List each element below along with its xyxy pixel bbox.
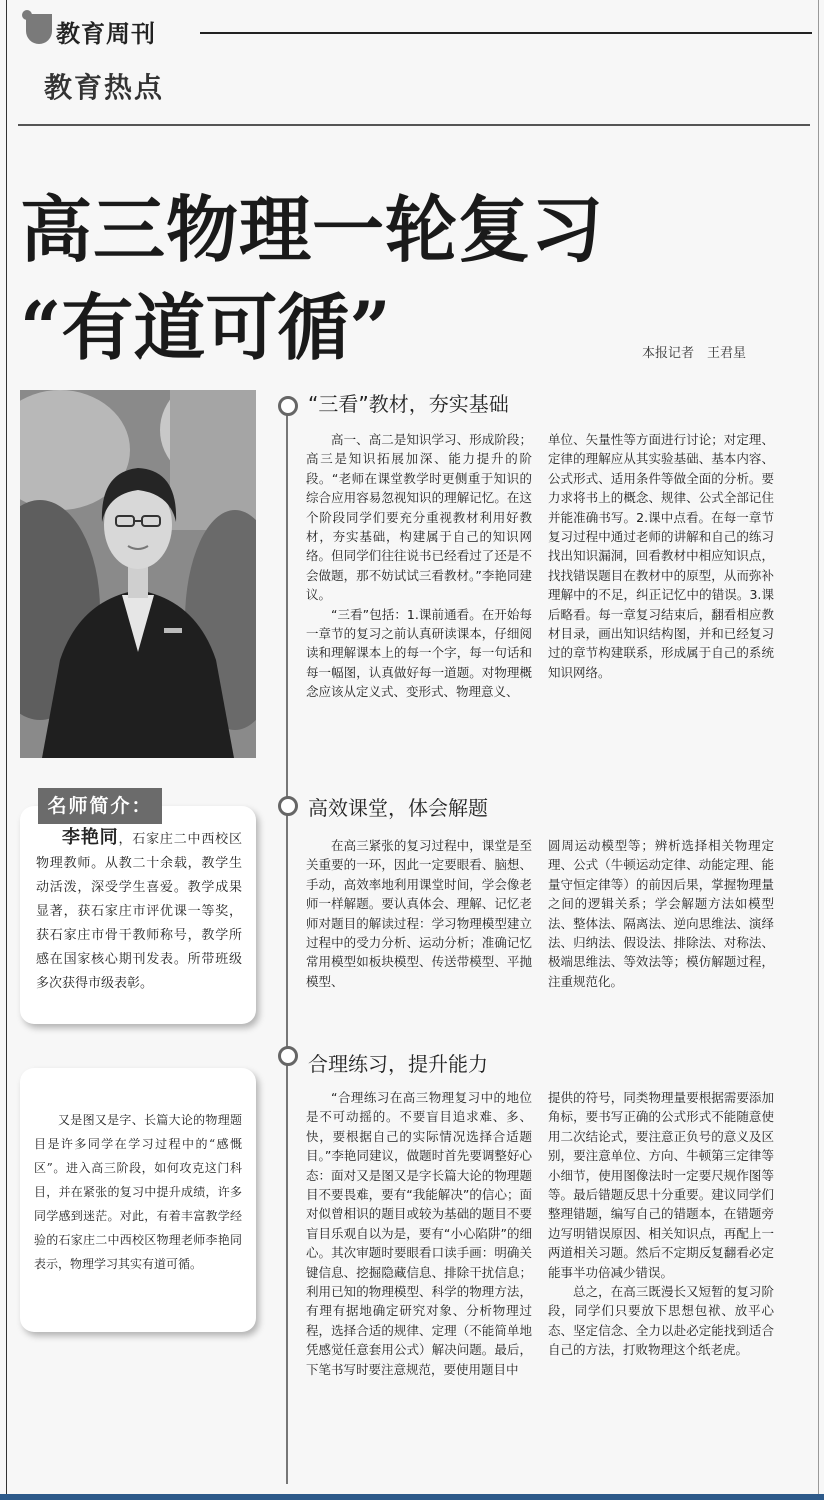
section-2-col-2-paragraph-1: 圆周运动模型等；辨析选择相关物理定理、公式（牛顿运动定律、动能定理、能量守恒定律等）的前因后果，掌握物理量之间的逻辑关系；学会解题方法如模型法、整体法、隔离法、逆向思维法、演绎法、归纳法、假设法、排除法、对称法、极端思维法、等效法等；模仿解题过程，注重规范化。 — [548, 838, 774, 989]
section-1-column-2 — [548, 430, 774, 776]
bio-tag: 名师简介： — [38, 788, 162, 824]
page-border-right — [818, 0, 819, 1500]
headline-line-2: “有道可循” — [20, 285, 391, 370]
section-divider — [18, 124, 810, 126]
article-summary: 又是图又是字、长篇大论的物理题目是许多同学在学习过程中的“感慨区”。进入高三阶段，如何攻克这门科目，并在紧张的复习中提升成绩，许多同学感到迷茫。对此，有着丰富教学经验的石家庄二中西校区物理老师李艳同表示，物理学习其实有道可循。 — [34, 1113, 242, 1271]
logo-dot-icon — [22, 10, 32, 20]
headline-line-1: 高三物理一轮复习 — [20, 187, 605, 272]
publication-name: 教育周刊 — [56, 20, 156, 48]
section-1-col-1-paragraph-1: 高一、高二是知识学习、形成阶段；高三是知识拓展加深、能力提升的阶段。“老师在课堂教学时更侧重于知识的综合应用容易忽视知识的理解记忆。在这个阶段同学们要充分重视教材利用好教材，夯实基础，构建属于自己的知识网络。但同学们往往说书已经看过了还是不会做题，那不妨试试三看教材。”李艳同建议。 — [306, 432, 532, 603]
section-3-title: 合理练习，提升能力 — [308, 1052, 488, 1076]
section-2-col-1-paragraph-1: 在高三紧张的复习过程中，课堂是至关重要的一环，因此一定要眼看、脑想、手动，高效率地利用课堂时间，学会像老师一样解题。要认真体会、理解、记忆老师对题目的解读过程：学习物理模型建立过程中的受力分析、运动分析；准确记忆常用模型如板块模型、传送带模型、平抛模型、 — [306, 838, 532, 989]
section-3-marker-icon — [278, 1046, 298, 1066]
section-3-col-1-paragraph-1: “合理练习在高三物理复习中的地位是不可动摇的。不要盲目追求难、多、快，要根据自己的实际情况选择合适题目。”李艳同建议，做题时首先要调整好心态：面对又是图又是字长篇大论的物理题目不要畏难，要有“我能解决”的信心；面对似曾相识的题目或较为基础的题目不要盲目乐观自以为是，要有“小心陷阱”的细心。其次审题时要眼看口读手画：明确关键信息、挖掘隐藏信息、排除干扰信息；利用已知的物理模型、科学的物理方法，有理有据地确定研究对象、分析物理过程，选择合适的规律、定理（不能简单地凭感觉任意套用公式）解决问题。最后，下笔书写时要注意规范，要使用题目中 — [306, 1090, 532, 1377]
page-border-left — [6, 0, 7, 1500]
section-3-col-2-paragraph-2: 总之，在高三既漫长又短暂的复习阶段，同学们只要放下思想包袱、放平心态、坚定信念、全力以赴必定能找到适合自己的方法，打败物理这个纸老虎。 — [548, 1284, 774, 1358]
byline: 本报记者 王君星 — [642, 346, 747, 361]
section-2-title: 高效课堂，体会解题 — [308, 796, 488, 820]
timeline-rule — [286, 406, 288, 1484]
section-1-column-1 — [306, 430, 532, 776]
section-2-marker-icon — [278, 796, 298, 816]
teacher-photo — [20, 390, 256, 758]
section-2-column-1 — [306, 836, 532, 1032]
section-label: 教育热点 — [44, 71, 165, 104]
teacher-name: 李艳同 — [62, 827, 119, 848]
masthead-rule — [200, 32, 812, 34]
section-1-col-1-paragraph-2: “三看”包括：1.课前通看。在开始每一章节的复习之前认真研读课本，仔细阅读和理解课本上的每一个字，每一句话和每一幅图，认真做好每一道题。对物理概念应该从定义式、变形式、物理意义、 — [306, 606, 532, 700]
section-3-column-1 — [306, 1088, 532, 1482]
teacher-bio-text: ，石家庄二中西校区物理教师。从教二十余载，教学生动活泼，深受学生喜爱。教学成果显著，获石家庄市评优课一等奖，获石家庄市骨干教师称号，教学所感在国家核心期刊发表。所带班级多次获得市级表彰。 — [36, 832, 242, 991]
section-1-title: “三看”教材，夯实基础 — [308, 392, 509, 416]
page-border-bottom — [0, 1494, 824, 1500]
section-1-marker-icon — [278, 396, 298, 416]
section-1-col-2-paragraph-1: 单位、矢量性等方面进行讨论；对定理、定律的理解应从其实验基础、基本内容、公式形式、适用条件等做全面的分析。要力求将书上的概念、规律、公式全部记住并能准确书写。2.课中点看。在每一章节复习过程中通过老师的讲解和自己的练习找出知识漏洞，回看教材中相应知识点，找找错误题目在教材中的原型，从而弥补理解中的不足，纠正记忆中的错误。3.课后略看。每一章复习结束后，翻看相应教材目录，画出知识结构图，并和已经复习过的章节构建联系，形成属于自己的系统知识网络。 — [548, 432, 774, 680]
masthead — [22, 10, 812, 50]
section-3-column-2 — [548, 1088, 774, 1482]
section-3-col-2-paragraph-1: 提供的符号，同类物理量要根据需要添加角标，要书写正确的公式形式不能随意使用二次结论式，要注意正负号的意义及区别，要注意单位、方向、牛顿第三定律等小细节，使用图像法时一定要尺规作图等等。最后错题反思十分重要。建议同学们整理错题，编写自己的错题本，在错题旁边写明错误原因、相关知识点，再配上一两道相关习题。然后不定期反复翻看必定能事半功倍减少错误。 — [548, 1090, 774, 1280]
section-2-column-2 — [548, 836, 774, 1032]
teacher-bio — [36, 826, 242, 996]
